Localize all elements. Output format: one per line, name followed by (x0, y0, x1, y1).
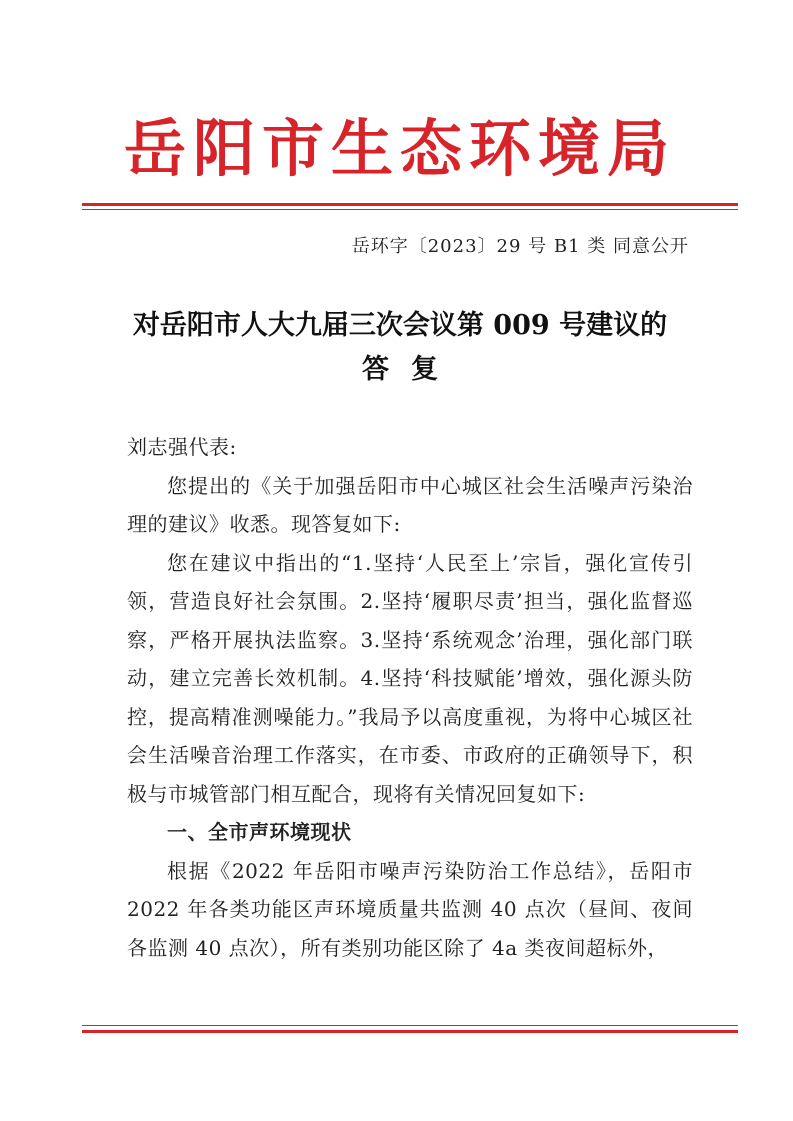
footer-rule-thin (82, 1025, 738, 1026)
document-title-line-1: 对岳阳市人大九届三次会议第 009 号建议的 (132, 310, 668, 341)
paragraph: 您提出的《关于加强岳阳市中心城区社会生活噪声污染治理的建议》收悉。现答复如下: (127, 473, 693, 536)
salutation: 刘志强代表: (127, 435, 237, 459)
paragraph: 根据《2022 年岳阳市噪声污染防治工作总结》，岳阳市 2022 年各类功能区声环境质量共监测 40 点次（昼间、夜间各监测 40 点次），所有类别功能区除了 4a 类夜间超标外， (127, 858, 693, 960)
footer-rule-thick (82, 1030, 738, 1033)
letterhead-rule-thin (82, 209, 738, 210)
document-title-line-2: 答复 (362, 354, 460, 385)
agency-letterhead: 岳阳市生态环境局 (123, 112, 676, 185)
section-heading: 一、全市声环境现状 (167, 820, 352, 844)
paragraph: 您在建议中指出的“1.坚持‘人民至上’宗旨，强化宣传引领，营造良好社会氛围。2.坚持‘履职尽责’担当，强化监督巡察，严格开展执法监察。3.坚持‘系统观念’治理，强化部门联动，建立完善长效机制。4.坚持‘科技赋能’增效，强化源头防控，提高精准测噪能力。”我局予以高度重视，为将中心城区社会生活噪音治理工作落实，在市委、市政府的正确领导下，积极与市城管部门相互配合，现将有关情况回复如下: (127, 550, 693, 806)
document-body (127, 428, 693, 967)
letterhead-rule-thick (82, 203, 738, 206)
document-number: 岳环字〔2023〕29 号 B1 类 同意公开 (351, 236, 689, 257)
